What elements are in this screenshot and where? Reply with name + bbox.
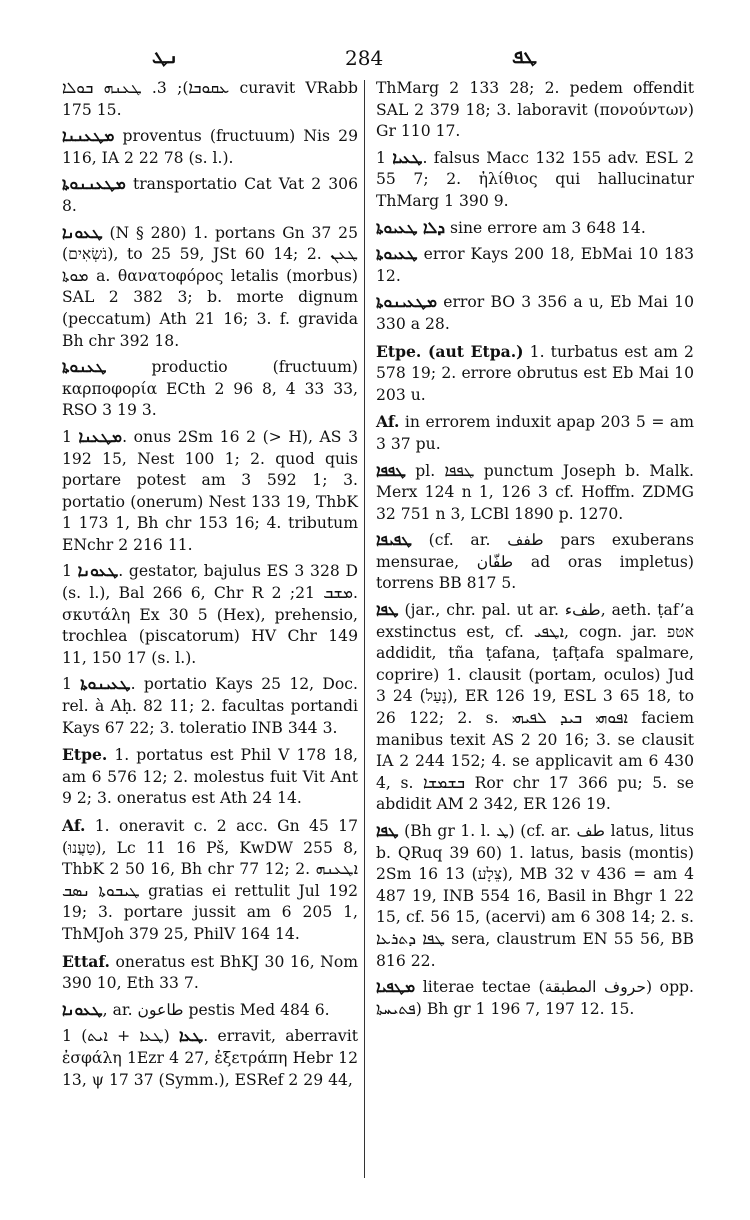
dictionary-entry: [62, 126, 358, 169]
page-header: [0, 44, 750, 74]
entry-definition: sine errore am 3 648 14.: [445, 218, 646, 237]
dictionary-entry: [62, 357, 358, 422]
dictionary-entry: [62, 1026, 358, 1091]
dictionary-entry: [62, 1000, 358, 1022]
dictionary-entry: [376, 600, 694, 816]
entry-headword: ܡܛܥܢܢܘܬܐ: [62, 175, 126, 194]
dictionary-entry: [62, 78, 358, 121]
entry-headword: Af.: [376, 412, 400, 432]
entry-definition: ThMarg 2 133 28; 2. pedem offendit SAL 2 379 18; 3. laboravit (πονούντων) Gr 110 17.: [376, 79, 694, 141]
dictionary-entry: [376, 148, 694, 213]
dictionary-entry: [62, 815, 358, 946]
entry-definition: , ar. طاعون pestis Med 484 6.: [102, 1000, 330, 1019]
entry-definition: 1. gestator, bajulus ES 3 328 D (s. l.), Bal 266 6, Chr R ܡܫܒ 21; 2. σκυτάλη Ex 30 5 (Hex), prehensio, trochlea (piscatorum) HV Chr 149 11, 150 17 (s. l.).: [62, 562, 358, 667]
entry-headword: ܛܥܐ: [179, 1027, 204, 1046]
dictionary-entry: [62, 951, 358, 995]
entry-definition: oneratus est BhKJ 30 16, Nom 390 10, Eth 33 7.: [62, 952, 358, 993]
dictionary-entry: [62, 427, 358, 557]
entry-definition: (jar., chr. pal. ut ar. طفء, aeth. ṭaf’a exstinctus est, cf. ܐܛܦܝ, cogn. jar. אטפ addidit, tña ṭafana, ṭafṭafa spalmare, coprire) 1. clausit (portam, oculos) Jud 3 24 (נָעַל), ER 126 19, ESL 3 65 18, to 26 122; 2. s. ܐܦܘܗܝ ܒܝܕ ܠܦܝܗܝ faciem manibus texit AS 2 20 16; 3. se clausit IA 2 244 152; 4. se applicavit am 6 430 4, s. ܒܫܡܫܐ Ror chr 17 366 pu; 5. se abdidit AM 2 342, ER 126 19.: [376, 601, 694, 814]
entry-definition: ܥܩܘܒܐ); 3. ܛܥܢܗ ܒܘܠܐ curavit VRabb 175 15.: [62, 79, 359, 119]
entry-definition: 1. falsus Macc 132 155 adv. ESL 2 55 7; 2. ἠλίθιος qui hallucinatur ThMarg 1 390 9.: [376, 148, 694, 210]
column-divider: [364, 80, 365, 1178]
entry-headword: ܛܦܐ: [376, 822, 399, 840]
entry-definition: (Bh gr 1. l. ܛ) (cf. ar. طف latus, litus b. QRuq 39 60) 1. latus, basis (montis) 2Sm 16 13 (צֵלָע), MB 32 v 436 = am 4 487 19, INB 554 16, Basil in Bhgr 1 22 15, cf. 56 15, (acervi) am 6 308 14; 2. s. ܛܦܐ ܕܬܪܥܐ sera, claustrum EN 55 56, BB 816 22.: [376, 822, 694, 970]
dictionary-entry: [376, 218, 694, 240]
dictionary-entry: [376, 341, 694, 407]
running-head-right: ܛܦ: [512, 44, 538, 68]
entry-definition: error BO 3 356 a u, Eb Mai 10 330 a 28.: [376, 293, 694, 333]
dictionary-entry: [62, 223, 358, 353]
entry-definition: 1. portatus est Phil V 178 18, am 6 576 12; 2. molestus fuit Vit Ant 9 2; 3. oneratus est Ath 24 14.: [62, 746, 358, 808]
dictionary-entry: [62, 174, 358, 217]
entry-headword: ܛܥܘܢܐ: [62, 1000, 103, 1019]
entry-headword: Af.: [62, 816, 86, 835]
entry-headword: ܕܠܐ ܛܥܝܘܬܐ: [376, 218, 446, 237]
page-number: 284: [345, 46, 384, 70]
entry-headword: ܡܛܦܝܐ: [376, 978, 416, 997]
entry-headword: Etpe.: [62, 745, 108, 765]
entry-definition: (cf. ar. طفف pars exuberans mensurae, طفّان ad oras impletus) torrens BB 817 5.: [376, 531, 694, 593]
entry-definition: 1. portatio Kays 25 12, Doc. rel. à Aḥ. 82 11; 2. facultas portandi Kays 67 22; 3. toleratio INB 344 3.: [62, 675, 358, 737]
entry-headword: ܛܦܝܦܐ: [376, 531, 412, 550]
entry-definition: pl. ܛܦܦܐ punctum Joseph b. Malk. Merx 124 n 1, 126 3 cf. Hoffm. ZDMG 32 751 n 3, LCBl 1890 p. 1270.: [376, 461, 695, 523]
entry-headword: ܛܥܝܘܬܐ: [376, 245, 418, 264]
dictionary-entry: [376, 461, 694, 526]
entry-headword: ܛܦܐ: [376, 601, 399, 620]
entry-headword: ܛܦܦܐ: [376, 461, 406, 480]
dictionary-entry: [376, 530, 694, 595]
dictionary-entry: [376, 78, 694, 143]
dictionary-entry: [62, 674, 358, 739]
dictionary-entry: [376, 977, 694, 1020]
entry-headword: ܛܥܢܘܬܐ: [62, 358, 107, 377]
entry-definition: error Kays 200 18, EbMai 10 183 12.: [376, 245, 694, 285]
entry-headword: Ettaf.: [62, 951, 110, 971]
left-column: [62, 78, 358, 1096]
right-column: [376, 78, 694, 1025]
entry-definition: 1. oneravit c. 2 acc. Gn 45 17 (טַעֲנוּ), Lc 11 16 Pš, KwDW 255 8, ThbK 2 50 16, Bh chr 77 12; 2. ܐܛܥܢܗ ܛܝܒܘܬܐ ܢܣܒ gratias ei rettulit Jul 192 19; 3. portare jussit am 6 205 1, ThMJoh 379 25, PhilV 164 14.: [62, 817, 358, 943]
entry-definition: (ܛܥܐ + ܐܝܬ) 1. erravit, aberravit ἐσφάλη 1Ezr 4 27, ἐξετράπη Hebr 12 13, ψ 17 37 (Symm.), ESRef 2 29 44,: [62, 1027, 358, 1089]
entry-headword: ܛܥܘܢܐ: [62, 223, 103, 242]
entry-definition: productio (fructuum) καρποφορία ECth 2 96 8, 4 33 33, RSO 3 19 3.: [62, 358, 358, 420]
entry-headword: ܛܥܝܢܘܬܐ: [80, 675, 131, 694]
entry-headword: ܡܛܥܢܐ: [78, 427, 123, 446]
entry-definition: 1. onus 2Sm 16 2 (> H), AS 3 192 15, Nest 100 1; 2. quod quis portare potest am 3 592 1; 3. portatio (onerum) Nest 133 19, ThbK 1 173 1, Bh chr 153 16; 4. tributum ENchr 2 216 11.: [62, 427, 358, 554]
entry-headword: Etpe. (aut Etpa.): [376, 341, 524, 361]
entry-headword: ܛܥܝܐ: [392, 148, 423, 167]
entry-definition: proventus (fructuum) Nis 29 116, IA 2 22 78 (s. l.).: [62, 127, 358, 167]
entry-definition: literae tectae (حروف المطبقة) opp. ܦܬܝܚܬܐ) Bh gr 1 196 7, 197 12. 15.: [376, 978, 694, 1018]
dictionary-entry: [376, 244, 694, 287]
entry-definition: 1. turbatus est am 2 578 19; 2. errore obrutus est Eb Mai 10 203 u.: [376, 342, 694, 404]
running-head-left: ܢܛ: [152, 44, 179, 68]
dictionary-entry: [376, 411, 694, 455]
dictionary-entry: [376, 821, 694, 972]
dictionary-entry: [62, 561, 358, 669]
dictionary-entry: [62, 744, 358, 810]
entry-headword: ܡܛܥܝܢܘܬܐ: [376, 293, 438, 312]
entry-headword: ܛܥܘܢܐ: [77, 562, 119, 581]
entry-definition: transportatio Cat Vat 2 306 8.: [62, 175, 358, 215]
dictionary-entry: [376, 292, 694, 335]
entry-definition: in errorem induxit apap 203 5 = am 3 37 pu.: [376, 413, 694, 453]
entry-definition: (N § 280) 1. portans Gn 37 25 (נֹשְׂאִים), to 25 59, JSt 60 14; 2. ܛܥܢ ܡܘܬܐ a. θανατοφόρος letalis (morbus) SAL 2 382 3; b. morte dignum (peccatum) Ath 21 16; 3. f. gravida Bh chr 392 18.: [62, 223, 358, 350]
entry-headword: ܡܛܥܢܢܐ: [62, 127, 115, 146]
